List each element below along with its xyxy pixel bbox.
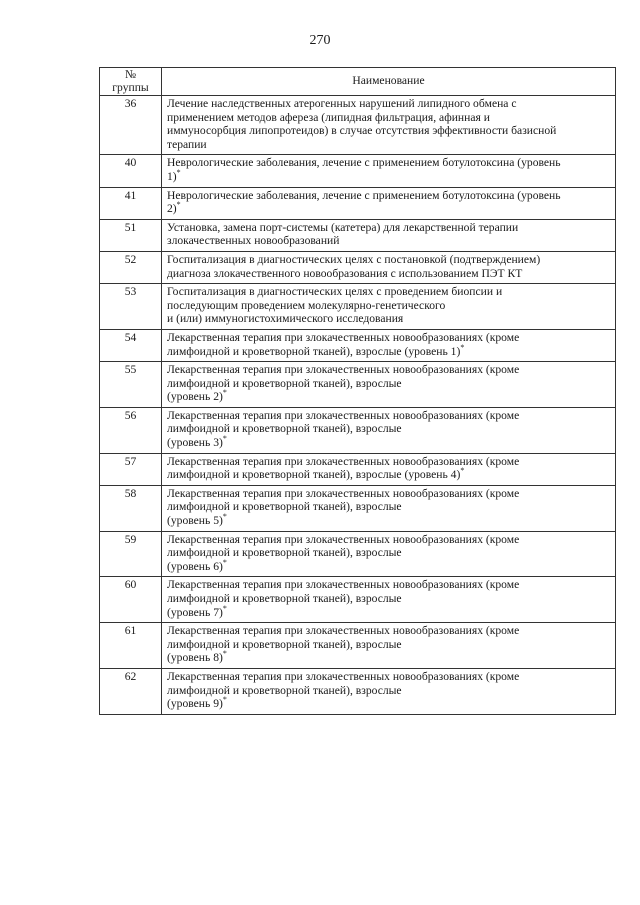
group-number-cell: 53 — [100, 284, 162, 330]
group-number-cell: 57 — [100, 453, 162, 485]
group-name-line: (уровень 2) — [167, 390, 223, 404]
group-name-line: (уровень 3) — [167, 436, 223, 450]
group-number-header — [100, 68, 162, 96]
groups-table — [99, 67, 616, 715]
table-row — [100, 623, 616, 669]
group-name-cell — [162, 623, 616, 669]
group-number-cell: 62 — [100, 668, 162, 714]
footnote-mark: * — [176, 200, 181, 210]
table-row — [100, 668, 616, 714]
group-name-line: (уровень 7) — [167, 605, 223, 619]
group-name-line: Лекарственная терапия при злокачественных новообразованиях (кроме — [167, 532, 520, 546]
group-name-line: лимфоидной и кроветворной тканей), взрослые — [167, 592, 402, 605]
group-name-line: Лекарственная терапия при злокачественных новообразованиях (кроме — [167, 408, 520, 422]
group-name-line: Госпитализация в диагностических целях с постановкой (подтверждением) — [167, 252, 541, 266]
group-number-header-line2: группы — [112, 80, 149, 94]
table-row — [100, 329, 616, 361]
group-number-cell: 55 — [100, 362, 162, 408]
footnote-mark: * — [222, 649, 227, 659]
group-name-line: (уровень 6) — [167, 559, 223, 573]
table-row — [100, 187, 616, 219]
group-name-line: и (или) иммуногистохимического исследования — [167, 312, 404, 326]
group-name-line: Лекарственная терапия при злокачественных новообразованиях (кроме — [167, 624, 520, 638]
table-row — [100, 284, 616, 330]
footnote-mark: * — [460, 466, 465, 476]
group-name-line: диагноза злокачественного новообразования с использованием ПЭТ КТ — [167, 266, 523, 280]
table-row — [100, 362, 616, 408]
group-name-line: Лечение наследственных атерогенных нарушений липидного обмена с — [167, 97, 517, 110]
group-name-line: применением методов афереза (липидная фильтрация, афинная и — [167, 110, 490, 124]
group-name-line: терапии — [167, 137, 207, 151]
table-row — [100, 485, 616, 531]
group-name-line: Лекарственная терапия при злокачественных новообразованиях (кроме — [167, 669, 520, 683]
group-name-line: лимфоидной и кроветворной тканей), взрослые (уровень 1) — [167, 344, 461, 358]
group-name-line: Госпитализация в диагностических целях с проведением биопсии и — [167, 285, 503, 299]
table-row — [100, 251, 616, 283]
group-number-header-line1: № — [124, 68, 137, 81]
group-name-line: 2) — [167, 202, 177, 216]
group-name-cell — [162, 155, 616, 187]
group-name-cell — [162, 531, 616, 577]
table-row — [100, 453, 616, 485]
group-name-cell — [162, 407, 616, 453]
group-name-line: лимфоидной и кроветворной тканей), взрослые — [167, 500, 402, 514]
group-name-line: 1) — [167, 169, 177, 183]
group-number-cell: 40 — [100, 155, 162, 187]
group-name-cell — [162, 284, 616, 330]
group-name-cell — [162, 96, 616, 155]
group-name-cell — [162, 485, 616, 531]
group-name-cell — [162, 187, 616, 219]
footnote-mark: * — [222, 512, 227, 522]
group-name-line: Неврологические заболевания, лечение с применением ботулотоксина (уровень — [167, 188, 561, 202]
group-name-line: (уровень 5) — [167, 514, 223, 528]
footnote-mark: * — [222, 557, 227, 567]
group-name-line: Лекарственная терапия при злокачественных новообразованиях (кроме — [167, 454, 520, 468]
group-number-cell: 59 — [100, 531, 162, 577]
table-header-row — [100, 68, 616, 96]
table-row — [100, 531, 616, 577]
footnote-mark: * — [460, 342, 465, 352]
group-name-line: злокачественных новообразований — [167, 234, 340, 248]
group-name-line: Лекарственная терапия при злокачественных новообразованиях (кроме — [167, 363, 520, 377]
group-name-line: Неврологические заболевания, лечение с применением ботулотоксина (уровень — [167, 156, 561, 170]
group-name-cell — [162, 577, 616, 623]
table-row — [100, 155, 616, 187]
group-number-cell: 41 — [100, 187, 162, 219]
table-row — [100, 407, 616, 453]
group-name-line: лимфоидной и кроветворной тканей), взрослые (уровень 4) — [167, 468, 461, 482]
name-header: Наименование — [162, 68, 616, 96]
group-name-line: иммуносорбция липопротеидов) в случае отсутствия эффективности базисной — [167, 124, 557, 138]
group-name-line: лимфоидной и кроветворной тканей), взрослые — [167, 546, 402, 560]
group-name-line: Лекарственная терапия при злокачественных новообразованиях (кроме — [167, 578, 520, 592]
group-name-cell — [162, 219, 616, 251]
footnote-mark: * — [222, 388, 227, 398]
group-name-line: (уровень 9) — [167, 697, 223, 711]
table-row — [100, 219, 616, 251]
group-name-line: лимфоидной и кроветворной тканей), взрослые — [167, 637, 402, 651]
table-row — [100, 96, 616, 155]
group-number-cell: 60 — [100, 577, 162, 623]
group-number-cell: 54 — [100, 329, 162, 361]
group-number-cell: 58 — [100, 485, 162, 531]
group-number-cell: 56 — [100, 407, 162, 453]
group-name-cell — [162, 251, 616, 283]
group-name-line: лимфоидной и кроветворной тканей), взрослые — [167, 422, 402, 436]
group-number-cell: 61 — [100, 623, 162, 669]
group-name-cell — [162, 329, 616, 361]
table-body — [100, 96, 616, 715]
footnote-mark: * — [222, 603, 227, 613]
group-name-line: Лекарственная терапия при злокачественных новообразованиях (кроме — [167, 486, 520, 500]
footnote-mark: * — [222, 434, 227, 444]
group-name-line: лимфоидной и кроветворной тканей), взрослые — [167, 683, 402, 697]
group-name-cell — [162, 362, 616, 408]
group-name-cell — [162, 453, 616, 485]
group-name-line: Установка, замена порт-системы (катетера) для лекарственной терапии — [167, 220, 519, 234]
group-number-cell: 52 — [100, 251, 162, 283]
group-name-line: лимфоидной и кроветворной тканей), взрослые — [167, 376, 402, 390]
page-number: 270 — [309, 33, 331, 48]
group-name-cell — [162, 668, 616, 714]
group-name-line: последующим проведением молекулярно-генетического — [167, 298, 446, 312]
group-number-cell: 51 — [100, 219, 162, 251]
footnote-mark: * — [222, 695, 227, 705]
group-name-line: (уровень 8) — [167, 651, 223, 665]
group-name-line: Лекарственная терапия при злокачественных новообразованиях (кроме — [167, 330, 520, 344]
table-row — [100, 577, 616, 623]
footnote-mark: * — [176, 167, 181, 177]
group-number-cell: 36 — [100, 96, 162, 155]
